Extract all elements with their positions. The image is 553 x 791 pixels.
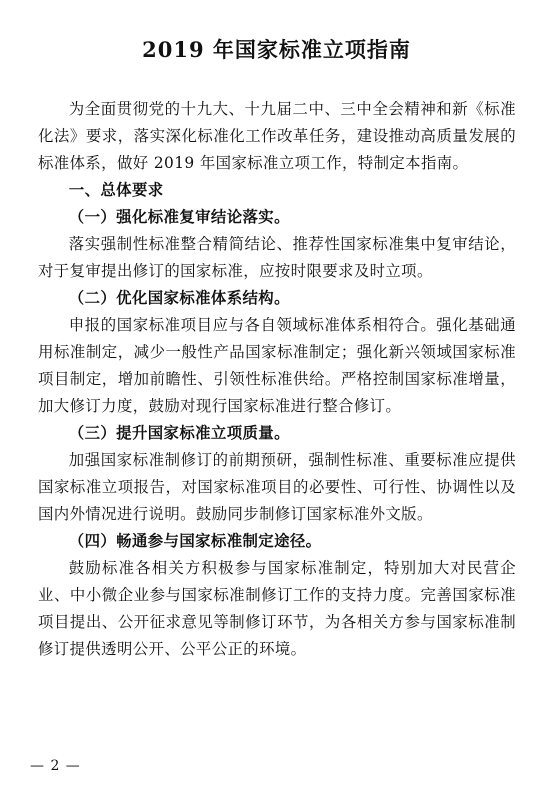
item-heading-4: （四）畅通参与国家标准制定途径。 [68, 532, 322, 550]
section-heading-general-requirements: 一、总体要求 [68, 181, 164, 199]
item-paragraph-4: 鼓励标准各相关方积极参与国家标准制定，特别加大对民营企业、中小微企业参与国家标准制修订工作的支持力度。完善国家标准项目提出、公开征求意见等制修订环节，为各相关方参与国家标准制修订提供透明公开、公平公正的环境。 [38, 559, 516, 658]
item-heading-2: （二）优化国家标准体系结构。 [68, 289, 290, 307]
item-paragraph-1: 落实强制性标准整合精简结论、推荐性国家标准集中复审结论，对于复审提出修订的国家标准，应按时限要求及时立项。 [38, 235, 516, 280]
document-body [38, 96, 516, 663]
item-paragraph-3: 加强国家标准制修订的前期预研，强制性标准、重要标准应提供国家标准立项报告，对国家标准项目的必要性、可行性、协调性以及国内外情况进行说明。鼓励同步制修订国家标准外文版。 [38, 451, 516, 523]
page-number: — 2 — [30, 758, 81, 774]
item-paragraph-2: 申报的国家标准项目应与各自领域标准体系相符合。强化基础通用标准制定，减少一般性产品国家标准制定；强化新兴领域国家标准项目制定，增加前瞻性、引领性标准供给。严格控制国家标准增量，加大修订力度，鼓励对现行国家标准进行整合修订。 [38, 316, 516, 415]
item-heading-3: （三）提升国家标准立项质量。 [68, 424, 290, 442]
document-title: 2019 年国家标准立项指南 [142, 37, 411, 62]
item-heading-1: （一）强化标准复审结论落实。 [68, 208, 290, 226]
intro-paragraph: 为全面贯彻党的十九大、十九届二中、三中全会精神和新《标准化法》要求，落实深化标准化工作改革任务，建设推动高质量发展的标准体系，做好 2019 年国家标准立项工作，特制定本指南。 [38, 100, 516, 172]
